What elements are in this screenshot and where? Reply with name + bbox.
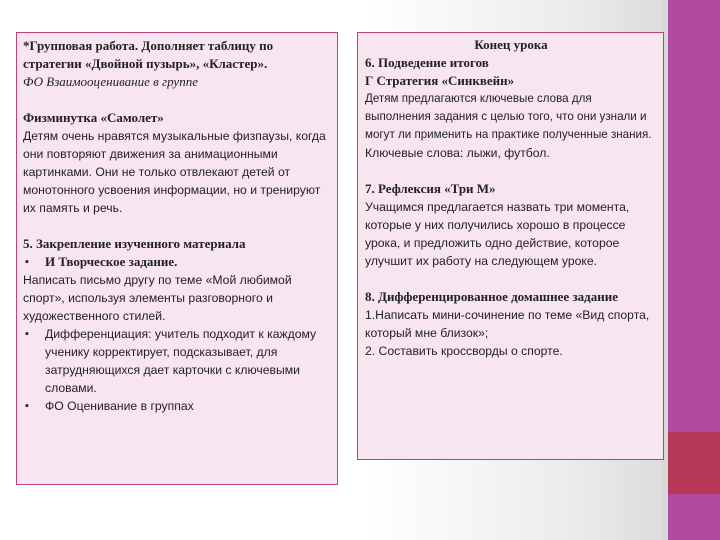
differentiation-bullet: ▪ Дифференциация: учитель подходит к каждому ученику корректирует, подсказывает, для затрудняющихся дает карточки с ключевыми словами. (23, 325, 331, 397)
section-5-title: 5. Закрепление изученного материала (23, 236, 246, 251)
creative-task-bullet: ▪ И Творческое задание. (23, 253, 331, 271)
keywords-line: Ключевые слова: лыжи, футбол. (365, 146, 550, 160)
group-work-title: *Групповая работа. Дополняет таблицу по стратегии «Двойной пузырь», «Кластер». (23, 38, 274, 71)
left-text-box (16, 32, 338, 485)
section-6-text: Детям предлагаются ключевые слова для выполнения задания с целью того, что они узнали и могут ли применить на практике полученные знания. (365, 92, 652, 141)
physical-break-title: Физминутка «Самолет» (23, 110, 164, 125)
lesson-end-header: Конец урока (474, 37, 548, 52)
homework-item-1: 1.Написать мини-сочинение по теме «Вид спорта, который мне близок»; (365, 308, 650, 340)
section-6-title: 6. Подведение итогов (365, 55, 489, 70)
decor-red-block (668, 432, 720, 494)
homework-item-2: 2. Составить кроссворды о спорте. (365, 344, 563, 358)
section-8-title: 8. Дифференцированное домашнее задание (365, 289, 618, 304)
group-assessment-bullet: ▪ ФО Оценивание в группах (23, 397, 331, 415)
creative-task-text: Написать письмо другу по теме «Мой любимой спорт», используя элементы разговорного и художественного стилей. (23, 273, 292, 323)
right-text-box (357, 32, 664, 460)
group-work-assessment: ФО Взаимооценивание в группе (23, 74, 198, 89)
section-7-title: 7. Рефлексия «Три М» (365, 181, 496, 196)
physical-break-text: Детям очень нравятся музыкальные физпаузы, когда они повторяют движения за анимационными картинками. Они не только отвлекают детей от монотонного усвоения информации, но и тренируют их память и речь. (23, 129, 326, 215)
section-7-text: Учащимся предлагается назвать три момента, которые у них получились хорошо в процессе урока, и предложить одно действие, которое улучшит их работу на следующем уроке. (365, 200, 630, 268)
cinquain-strategy: Г Стратегия «Синквейн» (365, 73, 515, 88)
